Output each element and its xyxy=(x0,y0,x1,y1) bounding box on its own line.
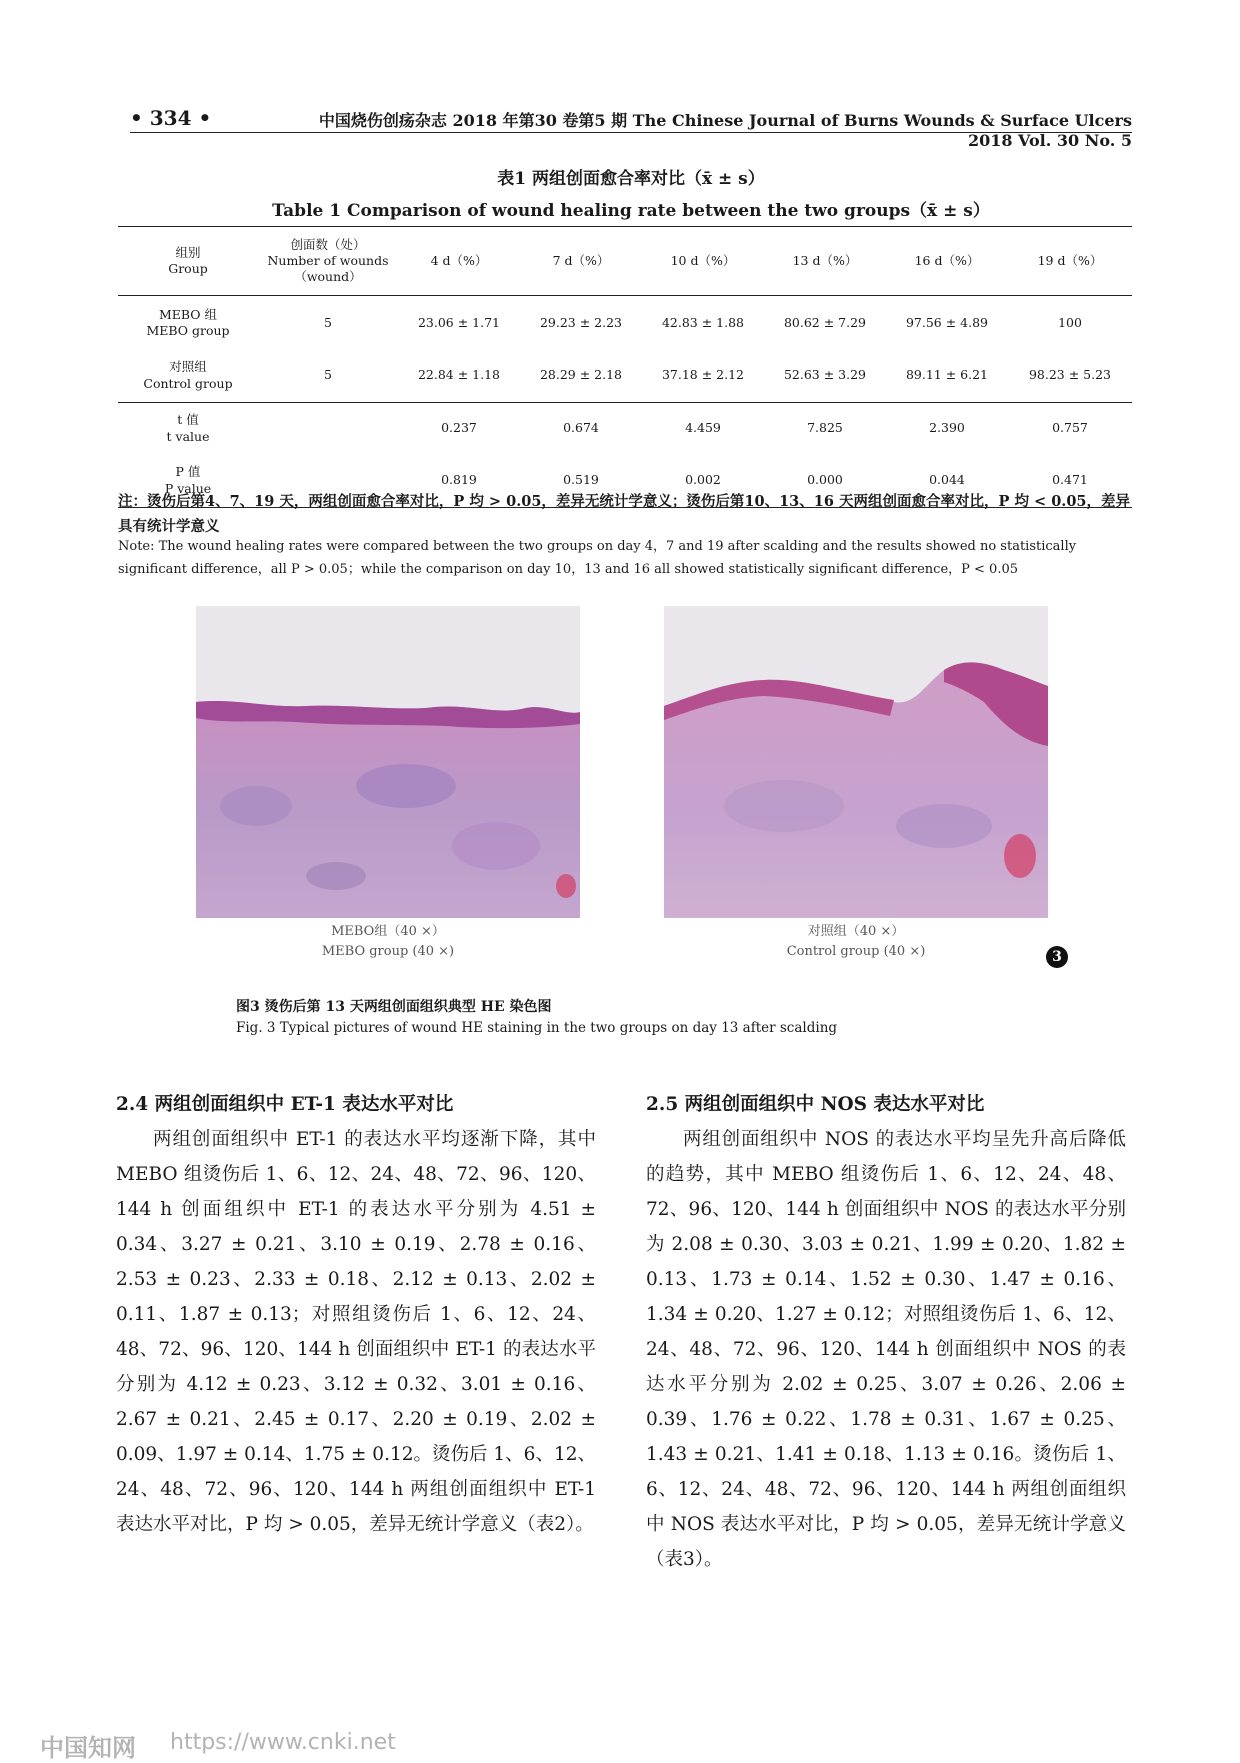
table-note-cn: 注：烫伤后第4、7、19 天，两组创面愈合率对比，P 均 > 0.05，差异无统计学意义；烫伤后第10、13、16 天两组创面愈合率对比，P 均 < 0.05，差异具有统计学意义 xyxy=(118,493,1131,535)
section-heading-2-5: 2.5 两组创面组织中 NOS 表达水平对比 xyxy=(646,1094,985,1115)
header-group: 组别 Group xyxy=(118,227,258,296)
table-cell: 29.23 ± 2.23 xyxy=(539,314,623,330)
section-heading-2-4: 2.4 两组创面组织中 ET-1 表达水平对比 xyxy=(116,1094,454,1115)
row-label: t 值 t value xyxy=(118,402,258,455)
paragraph: 两组创面组织中 ET-1 的表达水平均逐渐下降，其中 MEBO 组烫伤后 1、6、12、24、48、72、96、120、144 h 创面组织中 ET-1 的表达水平分别为 4.51 ± 0.34、3.27 ± 0.21、3.10 ± 0.19、2.78 ± 0.16、2.53 ± 0.23、2.33 ± 0.18、2.12 ± 0.13、2.02 ± 0.11、1.87 ± 0.13；对照组烫伤后 1、6、12、24、48、72、96、120、144 h 创面组织中 ET-1 的表达水平分别为 4.12 ± 0.23、3.12 ± 0.32、3.01 ± 0.16、2.67 ± 0.21、2.45 ± 0.17、2.20 ± 0.19、2.02 ± 0.09、1.97 ± 0.14、1.75 ± 0.12。烫伤后 1、6、12、24、48、72、96、120、144 h 两组创面组织中 ET-1 表达水平对比，P 均 > 0.05，差异无统计学意义（表2）。 xyxy=(116,1129,596,1535)
table-cell: 80.62 ± 7.29 xyxy=(783,314,867,330)
section-body-2-4 xyxy=(116,1122,596,1542)
table-cell: 0.044 xyxy=(886,455,1008,508)
table-cell: 0.519 xyxy=(520,455,642,508)
table-cell: 5 xyxy=(324,367,332,383)
mebo-micrograph-label: MEBO组（40 ×） MEBO group (40 ×) xyxy=(321,924,455,959)
running-title: 中国烧伤创疡杂志 2018 年第30 卷第5 期 The Chinese Journal of Burns Wounds & Surface Ulcers 2018 Vol. 30 No. 5 xyxy=(318,111,1132,150)
mebo-micrograph xyxy=(196,606,580,918)
table-cell: 0.757 xyxy=(1008,402,1132,455)
header-13d: 13 d（%） xyxy=(764,227,886,296)
header-10d: 10 d（%） xyxy=(642,227,764,296)
page-number: • 334 • xyxy=(130,106,212,130)
control-micrograph xyxy=(664,606,1048,918)
table-cell: 0.000 xyxy=(764,455,886,508)
figure-caption-en: Fig. 3 Typical pictures of wound HE staining in the two groups on day 13 after scalding xyxy=(236,1020,838,1036)
figure-badge: 3 xyxy=(1046,946,1068,968)
watermark-brand: 中国知网 xyxy=(40,1734,136,1762)
table-cell: 100 xyxy=(1058,314,1082,330)
table-cell: 52.63 ± 3.29 xyxy=(783,367,867,383)
table-cell: 0.237 xyxy=(398,402,520,455)
figure-caption-cn: 图3 烫伤后第 13 天两组创面组织典型 HE 染色图 xyxy=(236,999,552,1015)
watermark-url[interactable]: https://www.cnki.net xyxy=(170,1730,396,1755)
header-wounds: 创面数（处） Number of wounds（wound） xyxy=(258,227,398,296)
table-cell: 2.390 xyxy=(886,402,1008,455)
column-right xyxy=(646,1088,1126,1577)
row-label: MEBO 组 MEBO group xyxy=(146,306,230,338)
table-cell: 28.29 ± 2.18 xyxy=(539,367,623,383)
table-row-mebo xyxy=(118,296,1132,350)
table-note-en: Note: The wound healing rates were compared between the two groups on day 4，7 and 19 after scalding and the results showed no statistically significant difference，all P > 0.05；while the comparison on day 10，13 and 16 all showed statistically significant difference，P < 0.05 xyxy=(118,539,1077,577)
wound-healing-table xyxy=(118,226,1132,508)
table-row-control xyxy=(118,350,1132,403)
table-cell: 23.06 ± 1.71 xyxy=(417,314,501,330)
table-row-t-value xyxy=(118,402,1132,455)
table-cell: 4.459 xyxy=(642,402,764,455)
table-cell: 22.84 ± 1.18 xyxy=(417,367,501,383)
table-cell: 0.002 xyxy=(642,455,764,508)
header-4d: 4 d（%） xyxy=(398,227,520,296)
table-cell: 42.83 ± 1.88 xyxy=(661,314,745,330)
row-label: 对照组 Control group xyxy=(143,359,233,391)
column-left xyxy=(116,1088,596,1542)
table-cell: 89.11 ± 6.21 xyxy=(905,367,989,383)
table-cell: 0.819 xyxy=(398,455,520,508)
table-cell: 37.18 ± 2.12 xyxy=(661,367,745,383)
table-caption-en: Table 1 Comparison of wound healing rate between the two groups（x̄ ± s） xyxy=(272,201,990,221)
header-7d: 7 d（%） xyxy=(520,227,642,296)
table-cell: 0.674 xyxy=(520,402,642,455)
paragraph: 两组创面组织中 NOS 的表达水平均呈先升高后降低的趋势，其中 MEBO 组烫伤后 1、6、12、24、48、72、96、120、144 h 创面组织中 NOS 的表达水平分别为 2.08 ± 0.30、3.03 ± 0.21、1.99 ± 0.20、1.82 ± 0.13、1.73 ± 0.14、1.52 ± 0.30、1.47 ± 0.16、1.34 ± 0.20、1.27 ± 0.12；对照组烫伤后 1、6、12、24、48、72、96、120、144 h 创面组织中 NOS 的表达水平分别为 2.02 ± 0.25、3.07 ± 0.26、2.06 ± 0.39、1.76 ± 0.22、1.78 ± 0.31、1.67 ± 0.25、1.43 ± 0.21、1.41 ± 0.18、1.13 ± 0.16。烫伤后 1、6、12、24、48、72、96、120、144 h 两组创面组织中 NOS 表达水平对比，P 均 > 0.05，差异无统计学意义（表3）。 xyxy=(646,1129,1126,1570)
table-cell: 5 xyxy=(324,314,332,330)
table-cell: 98.23 ± 5.23 xyxy=(1028,367,1112,383)
table-cell: 7.825 xyxy=(764,402,886,455)
section-body-2-5 xyxy=(646,1122,1126,1577)
row-label: P 值 P value xyxy=(118,455,258,508)
header-19d: 19 d（%） xyxy=(1008,227,1132,296)
table-cell: 0.471 xyxy=(1008,455,1132,508)
table-header-row xyxy=(118,227,1132,296)
header-rule xyxy=(130,132,1132,133)
table-cell xyxy=(258,402,398,455)
table-caption-cn: 表1 两组创面愈合率对比（x̄ ± s） xyxy=(497,169,765,189)
table-cell: 97.56 ± 4.89 xyxy=(905,314,989,330)
header-16d: 16 d（%） xyxy=(886,227,1008,296)
control-micrograph-label: 对照组（40 ×） Control group (40 ×) xyxy=(786,924,926,959)
